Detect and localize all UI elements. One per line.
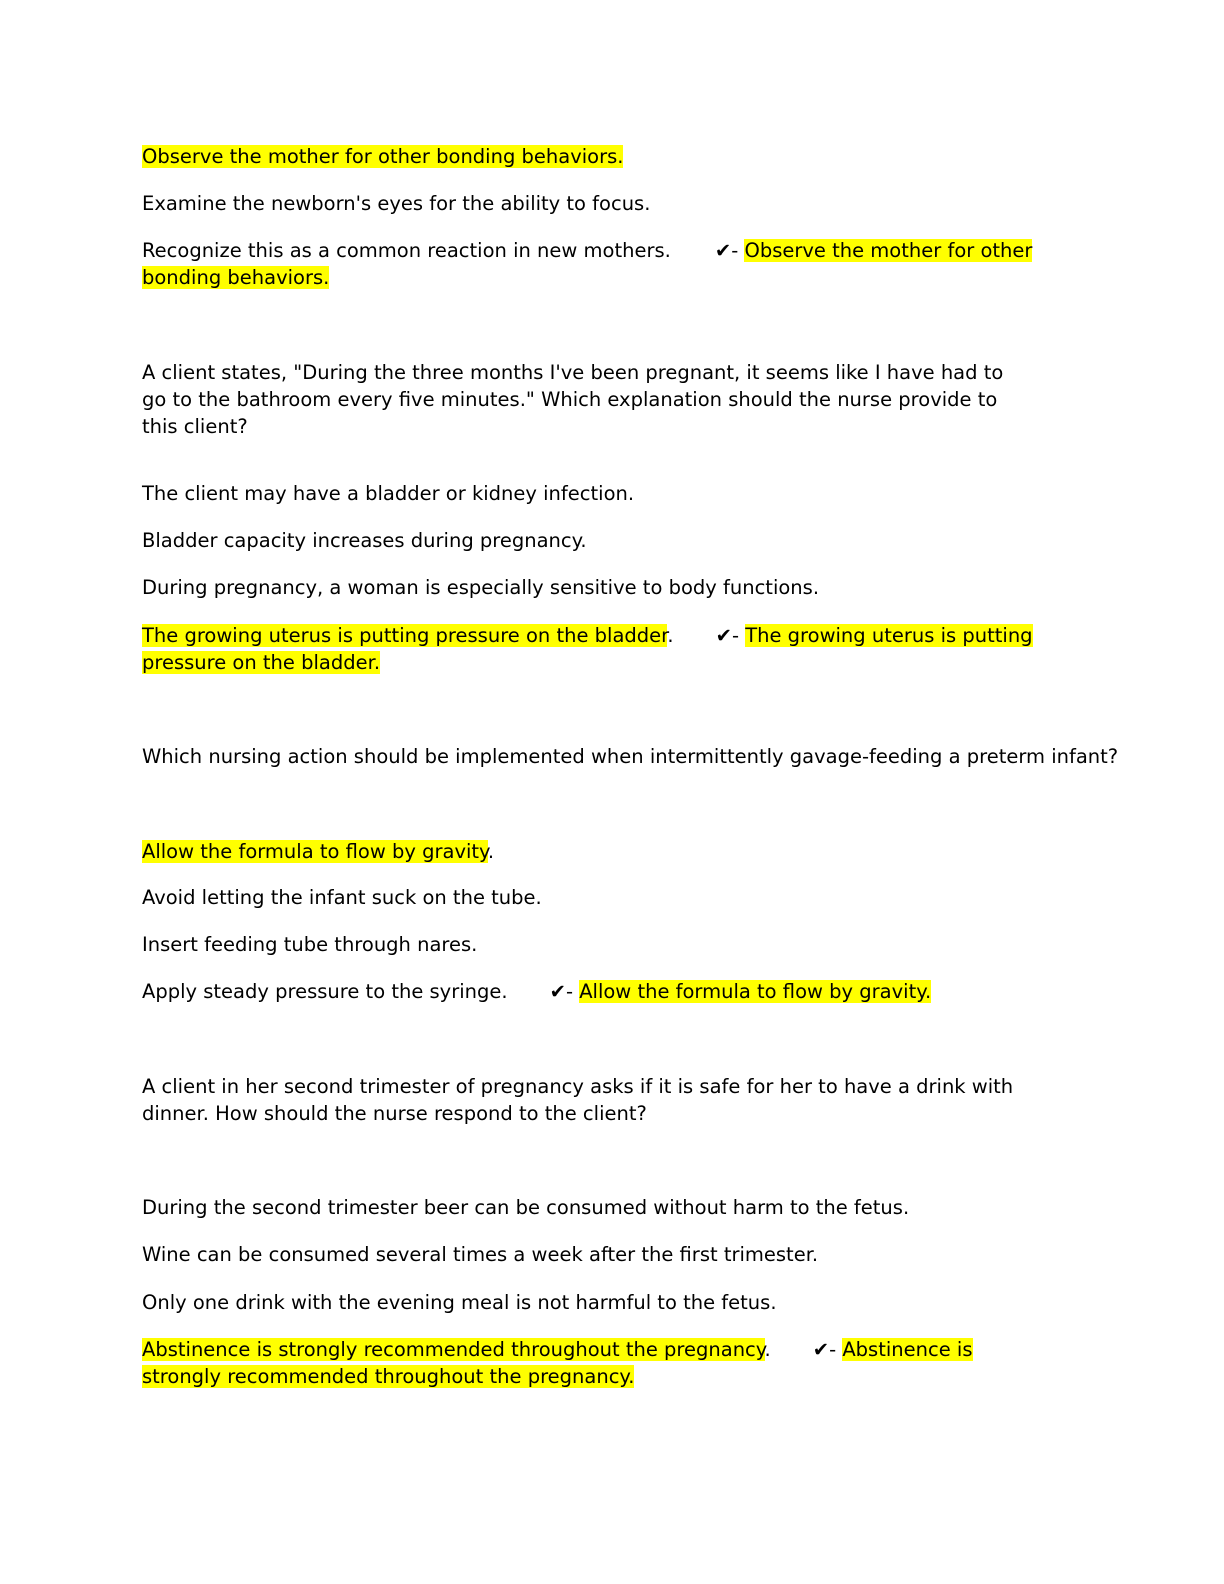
checkmark-icon: ✔ xyxy=(715,624,732,647)
q1-option-3-with-answer xyxy=(142,237,1072,291)
q3-question: Which nursing action should be implemented when intermittently gavage-feeding a preterm infant? xyxy=(142,745,1119,768)
correct-answer: Abstinence is strongly recommended throughout the pregnancy. xyxy=(142,1338,973,1388)
correct-answer: Observe the mother for other bonding behaviors. xyxy=(142,239,1033,289)
checkmark-icon: ✔ xyxy=(549,980,566,1003)
q3-option-3: Insert feeding tube through nares. xyxy=(142,933,478,956)
q1-option-1 xyxy=(142,143,623,170)
correct-answer: The growing uterus is putting pressure on the bladder. xyxy=(142,624,1033,674)
q4-option-3: Only one drink with the evening meal is not harmful to the fetus. xyxy=(142,1291,777,1314)
period: . xyxy=(764,1338,771,1361)
q3-option-1 xyxy=(142,838,494,865)
check-separator: - xyxy=(829,1338,843,1361)
option-text: The growing uterus is putting pressure on the bladder xyxy=(142,624,668,647)
q2-question: A client states, "During the three months I've been pregnant, it seems like I have had to go to the bathroom every five minutes." Which explanation should the nurse provide to this client? xyxy=(142,361,1004,438)
q3-option-4-with-answer xyxy=(142,978,931,1005)
checkmark-icon: ✔ xyxy=(714,239,732,262)
checkmark-icon: ✔ xyxy=(812,1338,830,1361)
option-text: Apply steady pressure to the syringe. xyxy=(142,980,508,1003)
check-separator: - xyxy=(731,624,746,647)
q4-question: A client in her second trimester of pregnancy asks if it is safe for her to have a drink with dinner. How should the nurse respond to the client? xyxy=(142,1075,1014,1125)
check-separator: - xyxy=(565,980,580,1003)
q2-option-3: During pregnancy, a woman is especially sensitive to body functions. xyxy=(142,576,820,599)
option-text: Recognize this as a common reaction in new mothers. xyxy=(142,239,671,262)
q3-option-2: Avoid letting the infant suck on the tube. xyxy=(142,886,542,909)
q4-option-4-with-answer xyxy=(142,1336,1002,1390)
option-text: Allow the formula to flow by gravity xyxy=(142,840,488,863)
option-text: Abstinence is strongly recommended throughout the pregnancy xyxy=(142,1338,765,1361)
q4-option-2: Wine can be consumed several times a week after the first trimester. xyxy=(142,1243,819,1266)
highlight: Observe the mother for other bonding behaviors. xyxy=(142,145,624,168)
correct-answer: Allow the formula to flow by gravity. xyxy=(579,980,932,1003)
q1-option-2: Examine the newborn's eyes for the ability to focus. xyxy=(142,192,651,215)
q2-option-4-with-answer xyxy=(142,622,1077,676)
q2-option-2: Bladder capacity increases during pregnancy. xyxy=(142,529,587,552)
period: . xyxy=(487,840,495,863)
period: . xyxy=(667,624,674,647)
q2-option-1: The client may have a bladder or kidney infection. xyxy=(142,482,635,505)
check-separator: - xyxy=(731,239,745,262)
q4-option-1: During the second trimester beer can be consumed without harm to the fetus. xyxy=(142,1196,910,1219)
